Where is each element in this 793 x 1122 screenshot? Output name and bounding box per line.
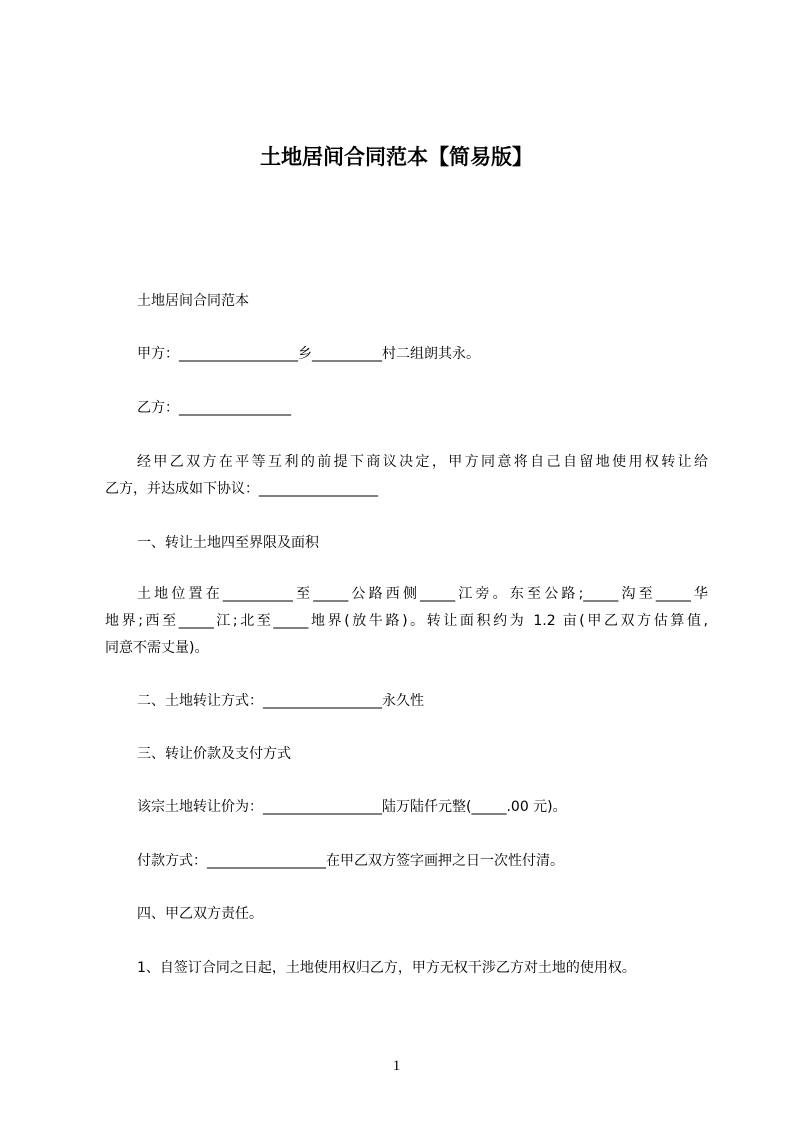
document-title: 土地居间合同范本【简易版】	[260, 145, 533, 169]
page-number: 1	[392, 1058, 401, 1074]
section-3-heading: 三、转让价款及支付方式	[137, 746, 291, 762]
intro-paragraph-line-1: 经甲乙双方在平等互利的前提下商议决定，甲方同意将自己自留地使用权转让给	[137, 454, 708, 470]
party-a-line: 甲方：_________________乡__________村二组朗其永。	[137, 346, 480, 362]
section-1-line-3: 同意不需丈量)。	[105, 640, 209, 656]
subtitle: 土地居间合同范本	[137, 293, 249, 309]
price-line: 该宗土地转让价为：_________________陆万陆仟元整(_____.00 元)。	[137, 799, 567, 815]
intro-paragraph-line-2: 乙方，并达成如下协议：_________________	[105, 481, 378, 497]
party-b-line: 乙方：________________	[137, 400, 291, 416]
section-4-heading: 四、甲乙双方责任。	[137, 906, 263, 922]
section-2-heading: 二、土地转让方式：_________________永久性	[137, 693, 424, 709]
payment-line: 付款方式：_________________在甲乙双方签字画押之日一次性付清。	[137, 853, 564, 869]
section-1-line-1: 土地位置在__________至_____公路西侧_____江旁。东至公路;_____沟至_____华	[137, 586, 708, 602]
clause-1: 1、自签订合同之日起，土地使用权归乙方，甲方无权干涉乙方对土地的使用权。	[137, 960, 636, 976]
section-1-line-2: 地界;西至_____江;北至_____地界(放牛路)。转让面积约为 1.2 亩(甲乙双方估算值,	[105, 613, 708, 629]
section-1-heading: 一、转让土地四至界限及面积	[137, 535, 319, 551]
